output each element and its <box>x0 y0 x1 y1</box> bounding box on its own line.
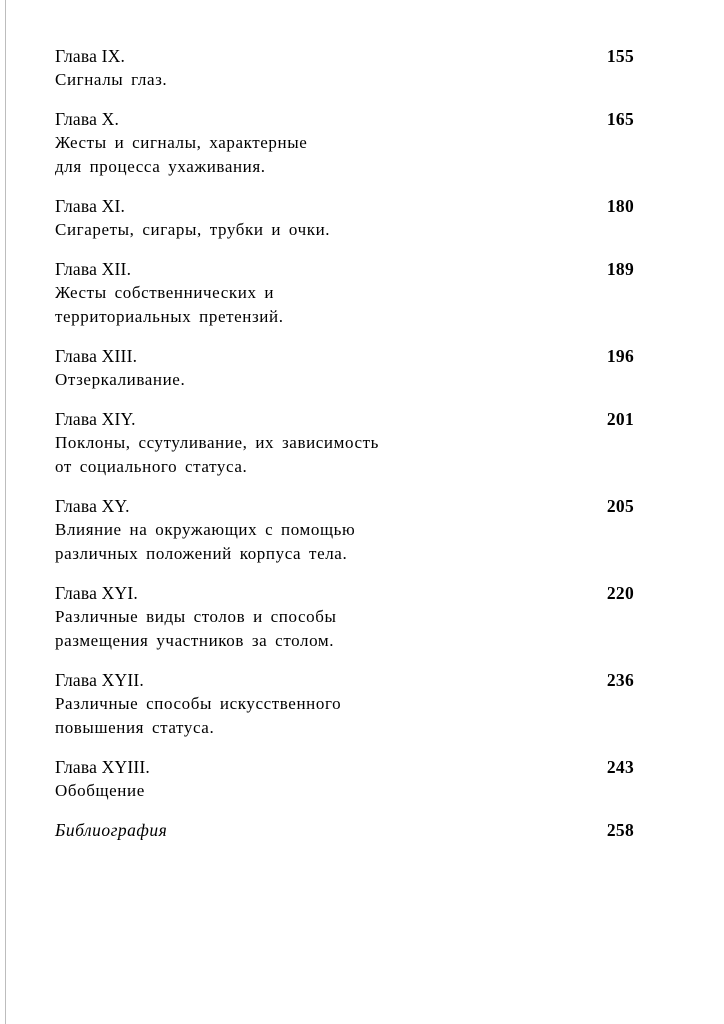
chapter-title-line: Сигналы глаз. <box>55 70 168 89</box>
chapter-title-line: различных положений корпуса тела. <box>55 544 348 563</box>
toc-entry-chapter-11 <box>55 194 637 242</box>
chapter-heading: Глава XIY. <box>55 409 136 429</box>
chapter-heading: Глава XY. <box>55 496 130 516</box>
chapter-title-line: территориальных претензий. <box>55 307 284 326</box>
chapter-title-line: Жесты собственнических и <box>55 283 275 302</box>
chapter-title-line: от социального статуса. <box>55 457 248 476</box>
toc-entry-bibliography <box>55 818 637 842</box>
toc-entry-chapter-18 <box>55 755 637 803</box>
page-number: 165 <box>606 109 634 129</box>
chapter-title-line: Различные виды столов и способы <box>55 607 337 626</box>
chapter-heading: Глава XYI. <box>55 583 138 603</box>
chapter-heading: Глава X. <box>55 109 120 129</box>
toc-entry-chapter-12 <box>55 257 637 329</box>
table-of-contents <box>55 44 637 857</box>
toc-entry-chapter-14 <box>55 407 637 479</box>
toc-entry-chapter-9 <box>55 44 637 92</box>
page-edge-line <box>5 0 6 1024</box>
page-number: 258 <box>606 820 634 840</box>
toc-entry-chapter-16 <box>55 581 637 653</box>
toc-entry-chapter-15 <box>55 494 637 566</box>
page-number: 243 <box>606 757 634 777</box>
page-number: 196 <box>606 346 634 366</box>
chapter-heading: Глава XYIII. <box>55 757 151 777</box>
chapter-title-line: Жесты и сигналы, характерные <box>55 133 308 152</box>
chapter-title-line: повышения статуса. <box>55 718 215 737</box>
bibliography-heading: Библиография <box>55 820 168 840</box>
chapter-title-line: Отзеркаливание. <box>55 370 186 389</box>
chapter-title-line: Обобщение <box>55 781 145 800</box>
page-number: 205 <box>606 496 634 516</box>
page-number: 180 <box>606 196 634 216</box>
chapter-heading: Глава XYII. <box>55 670 144 690</box>
chapter-heading: Глава XI. <box>55 196 126 216</box>
page-number: 236 <box>606 670 634 690</box>
toc-entry-chapter-17 <box>55 668 637 740</box>
chapter-title-line: Поклоны, ссутуливание, их зависимость <box>55 433 380 452</box>
toc-entry-chapter-10 <box>55 107 637 179</box>
chapter-title-line: Влияние на окружающих с помощью <box>55 520 356 539</box>
chapter-heading: Глава XII. <box>55 259 132 279</box>
chapter-title-line: Различные способы искусственного <box>55 694 342 713</box>
chapter-title-line: для процесса ухаживания. <box>55 157 266 176</box>
chapter-title-line: размещения участников за столом. <box>55 631 335 650</box>
chapter-heading: Глава XIII. <box>55 346 138 366</box>
page-number: 155 <box>606 46 634 66</box>
toc-entry-chapter-13 <box>55 344 637 392</box>
chapter-heading: Глава IX. <box>55 46 126 66</box>
page-number: 220 <box>606 583 634 603</box>
chapter-title-line: Сигареты, сигары, трубки и очки. <box>55 220 331 239</box>
page-number: 201 <box>606 409 634 429</box>
page-number: 189 <box>606 259 634 279</box>
